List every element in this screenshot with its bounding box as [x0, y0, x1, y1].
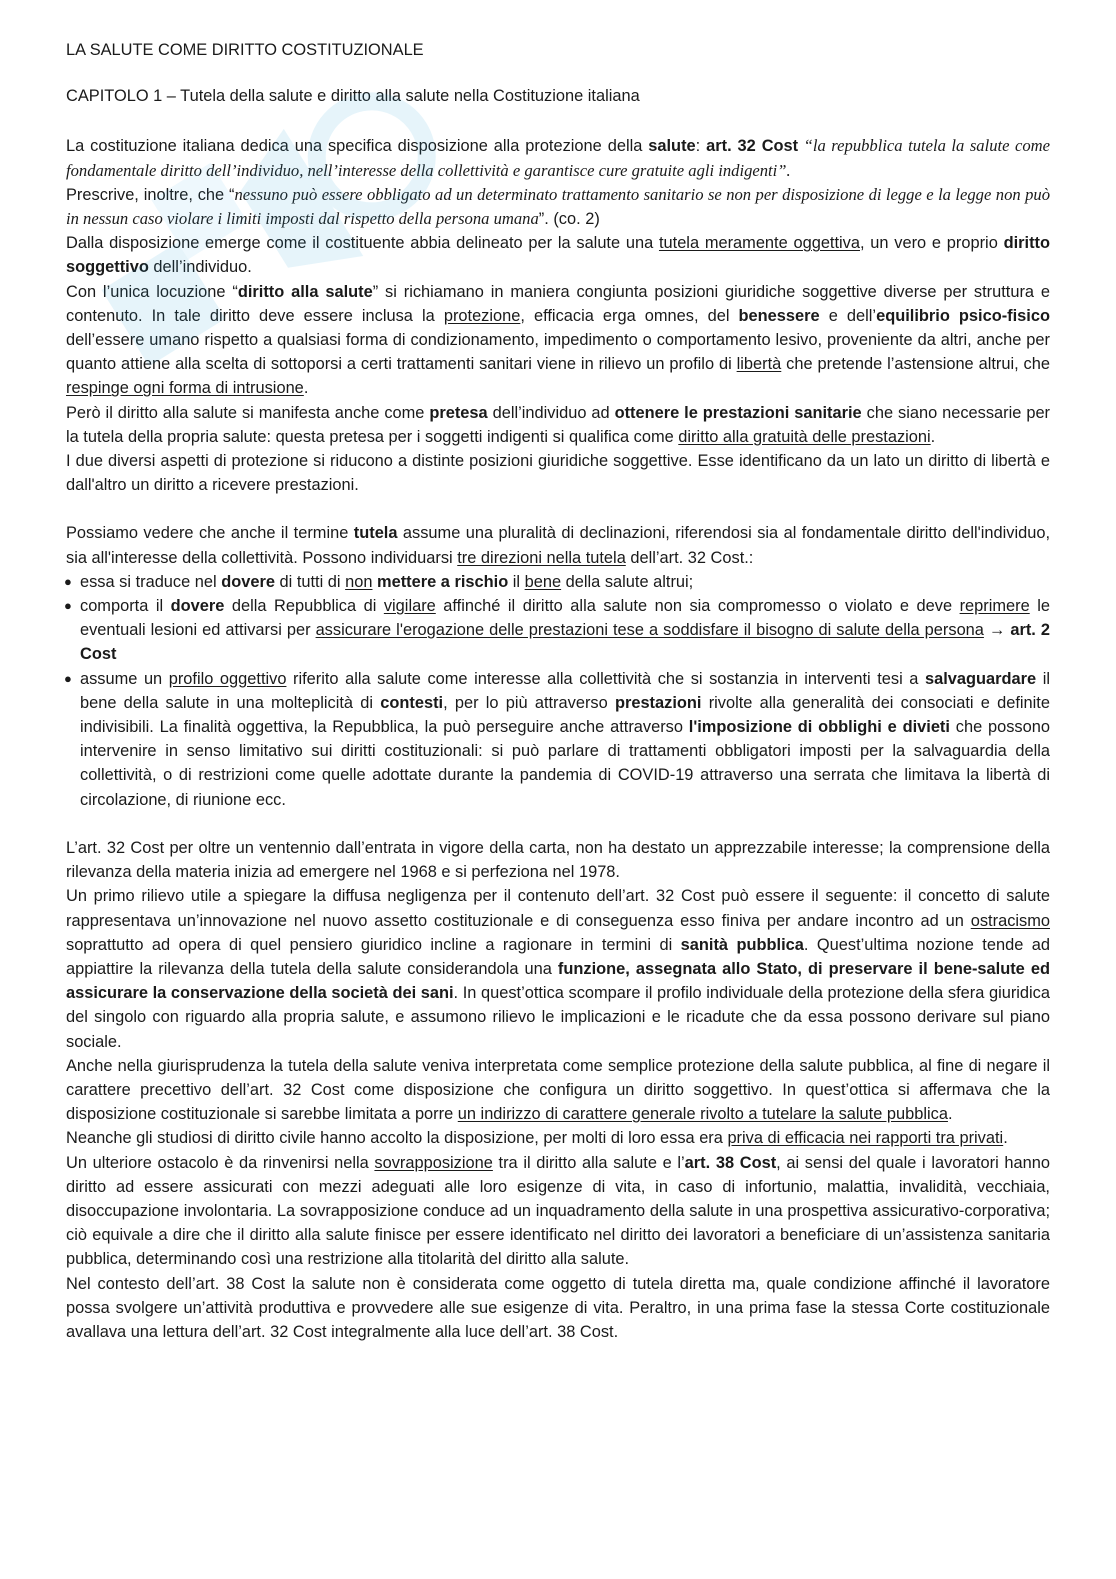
list-item: ● essa si traduce nel dovere di tutti di non mettere a rischio il bene della salute altrui; — [66, 570, 1050, 594]
paragraph: Un ulteriore ostacolo è da rinvenirsi nella sovrapposizione tra il diritto alla salute e l’art. 38 Cost, ai sensi del quale i lavoratori hanno diritto ad essere assicurati con mezzi adeguati alle loro esigenze di vita, in caso di infortunio, malattia, invalidità, vecchiaia, disoccupazione involontaria. La sovrapposizione conduce ad un inquadramento della salute in una prospettiva assicurativo-corporativa; ciò equivale a dire che il diritto alla salute finisce per essere identificato nel diritto dei lavoratori a beneficiare di un’assistenza sanitaria pubblica, determinando così una restrizione alla titolarità del diritto alla salute. — [66, 1153, 1050, 1269]
paragraph: Nel contesto dell’art. 38 Cost la salute non è considerata come oggetto di tutela diretta ma, quale condizione affinché il lavoratore possa svolgere un’attività produttiva e provvedere alle sue esigenze di vita. Peraltro, in una prima fase la stessa Corte costituzionale avallava una lettura dell’art. 32 Cost integralmente alla luce dell’art. 38 Cost. — [66, 1274, 1050, 1341]
paragraph: Anche nella giurisprudenza la tutela della salute veniva interpretata come semplice protezione della salute pubblica, al fine di negare il carattere precettivo dell’art. 32 Cost come disposizione che configura un diritto soggettivo. In quest’ottica si affermava che la disposizione costituzionale si sarebbe limitata a porre un indirizzo di carattere generale rivolto a tutelare la salute pubblica. — [66, 1056, 1050, 1124]
bullet-icon: ● — [64, 670, 72, 686]
bullet-list — [66, 570, 1050, 812]
paragraph: Con l’unica locuzione “diritto alla salute” si richiamano in maniera congiunta posizioni giuridiche soggettive diverse per struttura e contenuto. In tale diritto deve essere inclusa la protezione, efficacia erga omnes, del benessere e dell’equilibrio psico-fisico dell’essere umano rispetto a qualsiasi forma di condizionamento, impedimento o comportamento lesivo, proveniente da altri, anche per quanto attiene alla scelta di sottoporsi a certi trattamenti sanitari viene in rilievo un profilo di libertà che pretende l’astensione altrui, che respinge ogni forma di intrusione. — [66, 282, 1050, 398]
paragraph: Un primo rilievo utile a spiegare la diffusa negligenza per il contenuto dell’art. 32 Cost può essere il seguente: il concetto di salute rappresentava un’innovazione nel nuovo assetto costituzionale e di conseguenza esso finiva per andare incontro ad un ostracismo soprattutto ad opera di quel pensiero giuridico incline a ragionare in termini di sanità pubblica. Quest’ultima nozione tende ad appiattire la rilevanza della tutela della salute considerandola una funzione, assegnata allo Stato, di preservare il bene-salute ed assicurare la conservazione della società dei sani. In quest’ottica scompare il profilo individuale della protezione della sfera giuridica del singolo con riguardo alla propria salute, e assumono rilievo le implicazioni e le ricadute che da essa possono derivare sul piano sociale. — [66, 887, 1051, 1051]
list-item: ● comporta il dovere della Repubblica di vigilare affinché il diritto alla salute non sia compromesso o violato e deve reprimere le eventuali lesioni ed attivarsi per assicurare l'erogazione delle prestazioni tese a soddisfare il bisogno di salute della persona → art. 2 Cost — [66, 594, 1050, 667]
bullet-icon: ● — [64, 598, 72, 614]
paragraph: Però il diritto alla salute si manifesta anche come pretesa dell’individuo ad ottenere le prestazioni sanitarie che siano necessarie per la tutela della propria salute: questa pretesa per i soggetti indigenti si qualifica come diritto alla gratuità delle prestazioni. — [66, 403, 1051, 446]
chapter-heading: CAPITOLO 1 – Tutela della salute e diritto alla salute nella Costituzione italiana — [66, 87, 640, 106]
paragraph: Possiamo vedere che anche il termine tutela assume una pluralità di declinazioni, riferendosi sia al fondamentale diritto dell'individuo, sia all'interesse della collettività. Possono individuarsi tre direzioni nella tutela dell’art. 32 Cost.: — [66, 524, 1050, 567]
paragraph: Prescrive, inoltre, che “nessuno può essere obbligato ad un determinato trattamento sanitario se non per disposizione di legge e la legge non può in nessun caso violare i limiti imposti dal rispetto della persona umana”. (co. 2) — [66, 184, 1050, 229]
bullet-icon: ● — [64, 573, 72, 589]
list-item: ● assume un profilo oggettivo riferito alla salute come interesse alla collettività che si sostanzia in interventi tesi a salvaguardare il bene della salute in una molteplicità di contesti, per lo più attraverso prestazioni rivolte alla generalità dei consociati e definite indivisibili. La finalità oggettiva, la Repubblica, la può perseguire anche attraverso l'imposizione di obblighi e divieti che possono intervenire in senso limitativo sui diritti costituzionali: si può parlare di trattamenti obbligatori imposti per la salvaguardia della collettività, o di restrizioni come quelle adottate durante la pandemia di COVID-19 attraverso una serrata che limitava la libertà di circolazione, di riunione ecc. — [66, 667, 1050, 812]
paragraph: Dalla disposizione emerge come il costituente abbia delineato per la salute una tutela meramente oggettiva, un vero e proprio diritto soggettivo dell’individuo. — [66, 234, 1051, 277]
paragraph: I due diversi aspetti di protezione si riducono a distinte posizioni giuridiche soggettive. Esse identificano da un lato un diritto di libertà e dall'altro un diritto a ricevere prestazioni. — [66, 452, 1050, 495]
paragraph: L’art. 32 Cost per oltre un ventennio dall’entrata in vigore della carta, non ha destato un apprezzabile interesse; la comprensione della rilevanza della materia inizia ad emergere nel 1968 e si perfeziona nel 1978. — [66, 838, 1050, 882]
paragraph: Neanche gli studiosi di diritto civile hanno accolto la disposizione, per molti di loro essa era priva di efficacia nei rapporti tra privati. — [66, 1129, 1008, 1148]
document-title: LA SALUTE COME DIRITTO COSTITUZIONALE — [66, 41, 424, 59]
paragraph: La costituzione italiana dedica una specifica disposizione alla protezione della salute: art. 32 Cost “la repubblica tutela la salute come fondamentale diritto dell’individuo, nell’interesse della collettività e garantisce cure gratuite agli indigenti”. — [66, 136, 1050, 180]
